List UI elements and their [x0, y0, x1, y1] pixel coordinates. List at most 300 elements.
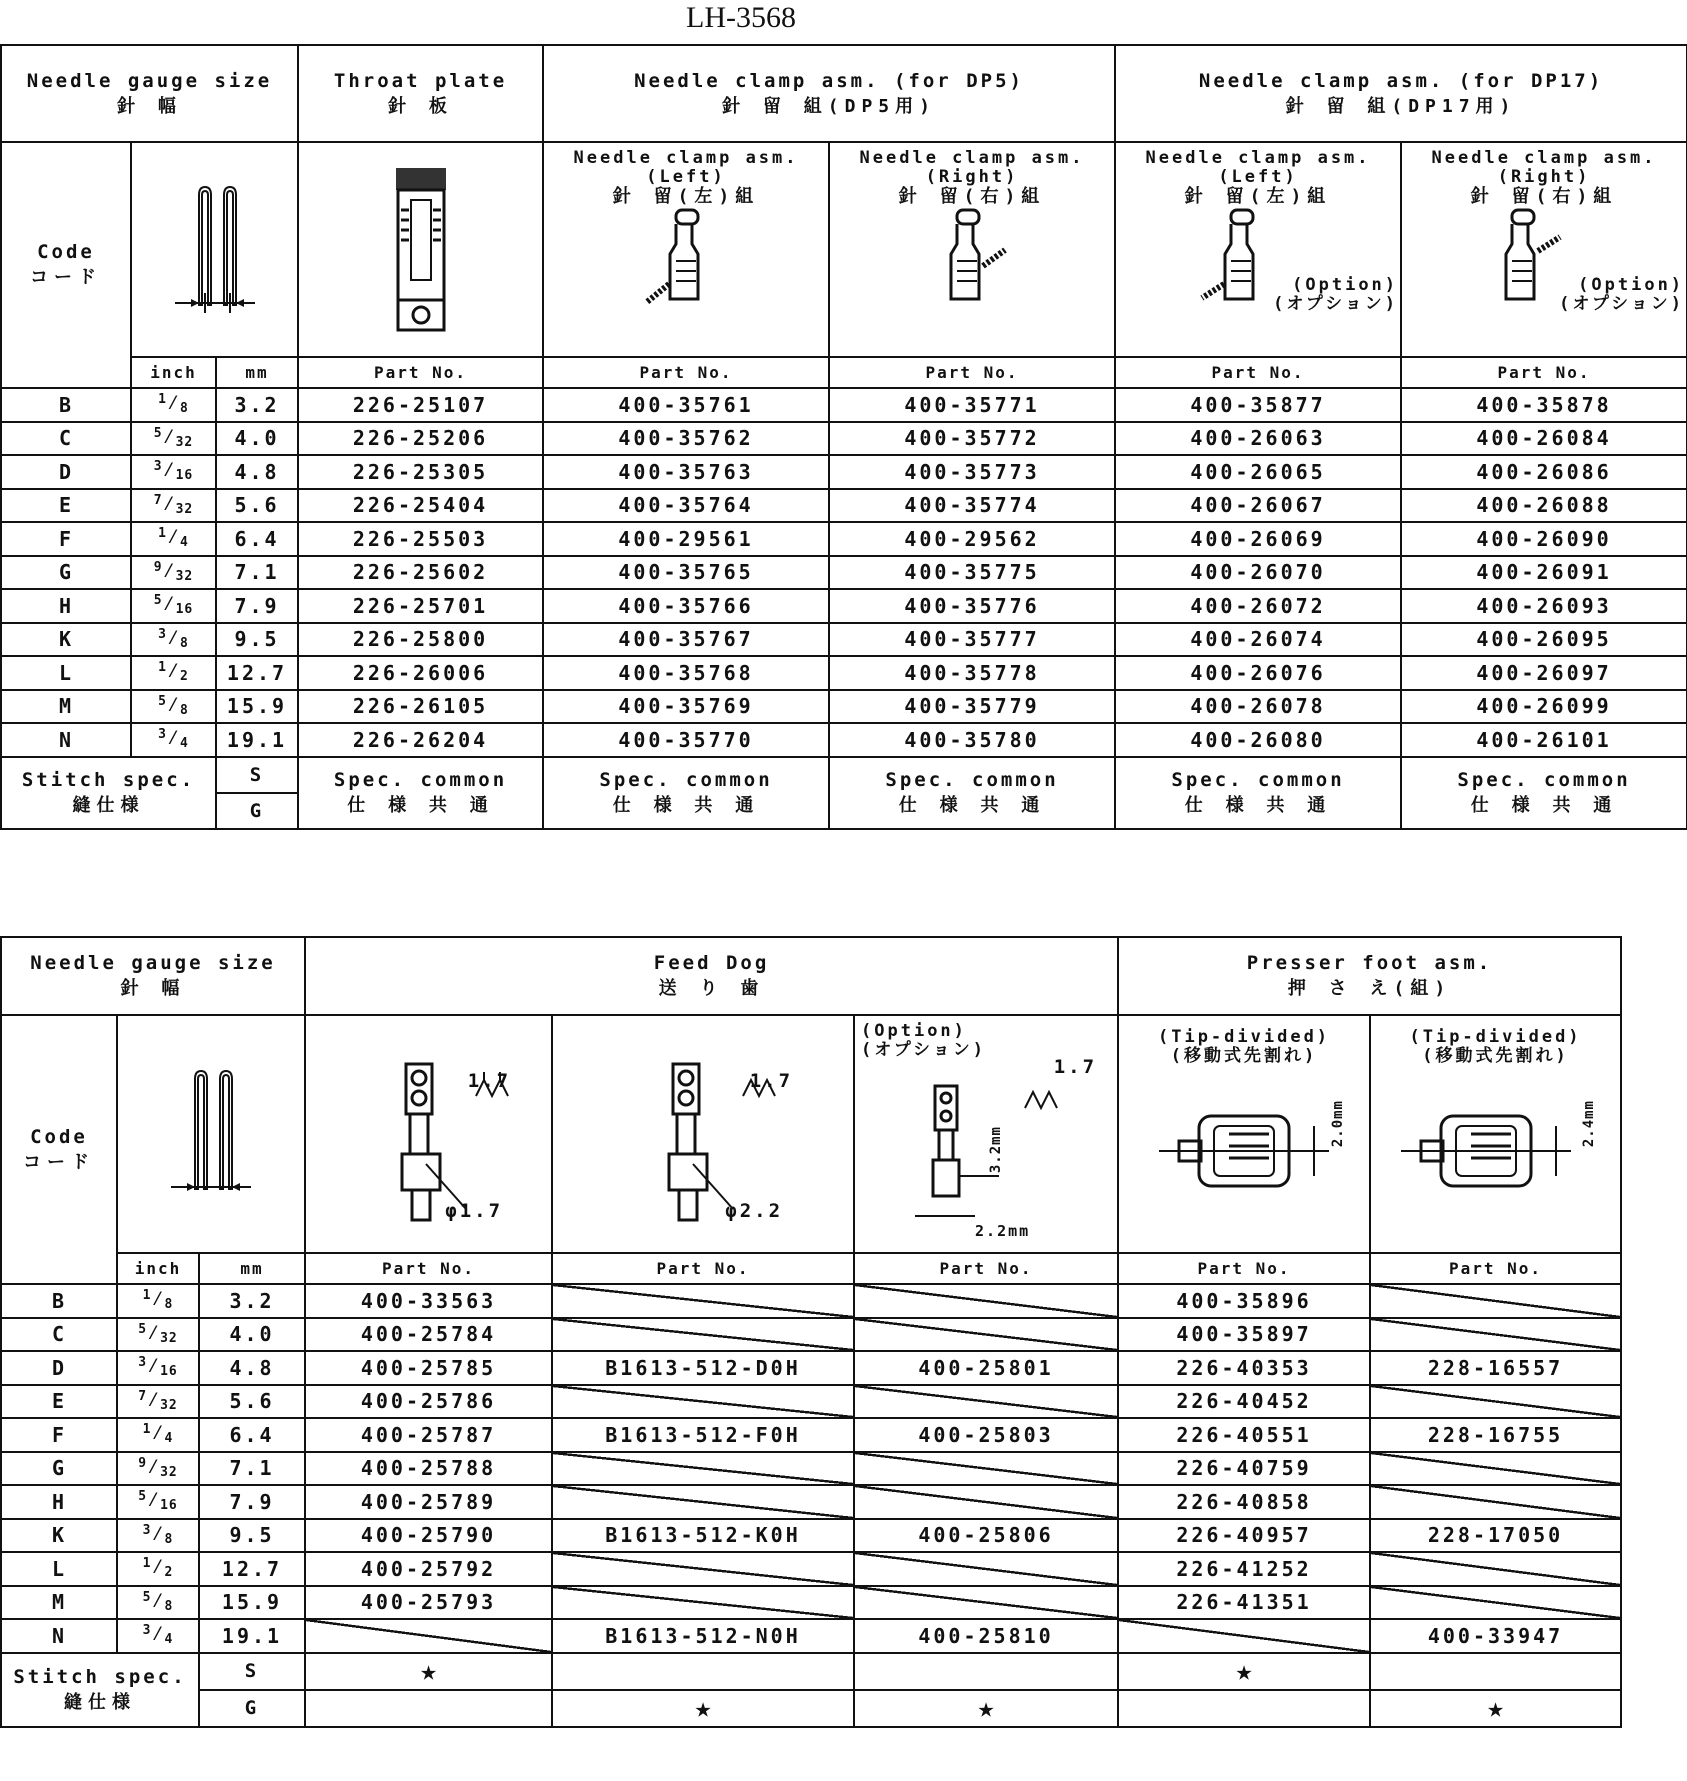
feed-dog-option-part-no [854, 1284, 1118, 1318]
dp17-right-part-no: 400-26093 [1401, 589, 1687, 623]
dp5-right-part-no: 400-35775 [829, 556, 1115, 590]
unit-mm: mm [199, 1253, 305, 1284]
inch-fraction [117, 1519, 199, 1553]
feed-dog-option-part-no [854, 1485, 1118, 1519]
feed-dog-2-part-no: B1613-512-N0H [552, 1619, 854, 1653]
sub-header-dp17-right: Needle clamp asm. (Right) 針 留(右)組 (Option) (オプション) [1401, 142, 1687, 357]
option-label-jp: (オプション) [1273, 294, 1399, 314]
feed-dog-figure-option [854, 1015, 1118, 1253]
mm-cell: 7.9 [216, 589, 298, 623]
inch-fraction [131, 388, 216, 422]
feed-dog-1-part-no: 400-25789 [305, 1485, 552, 1519]
tip-divided-label-jp: (移動式先割れ) [1422, 1046, 1569, 1066]
dp17-right-part-no: 400-26095 [1401, 623, 1687, 657]
inch-fraction [131, 422, 216, 456]
spec-common-dp5-right: Spec. common 仕 様 共 通 [829, 757, 1115, 829]
header-needle-gauge-size: Needle gauge size 針 幅 [1, 45, 298, 142]
fraction-slash: ⁄ [151, 1420, 165, 1445]
inch-fraction [131, 455, 216, 489]
fraction-slash: ⁄ [151, 1520, 165, 1545]
mm-cell: 19.1 [199, 1619, 305, 1653]
spec-g-feed-dog-option: ★ [854, 1690, 1118, 1727]
diameter-label: φ2.2 [725, 1200, 784, 1222]
table-row [1, 1418, 1621, 1452]
feed-dog-option-part-no [854, 1318, 1118, 1352]
mm-cell: 4.8 [199, 1351, 305, 1385]
feed-dog-2-part-no [552, 1452, 854, 1486]
code-cell: F [1, 1418, 117, 1452]
mm-cell: 3.2 [216, 388, 298, 422]
width-label: 2.2mm [975, 1222, 1031, 1240]
height-label: 3.2mm [988, 1126, 1005, 1174]
fraction-numerator: 3 [153, 459, 163, 475]
presser-foot-1-part-no: 400-35896 [1118, 1284, 1370, 1318]
throat-plate-part-no: 226-25305 [298, 455, 543, 489]
code-cell: D [1, 1351, 117, 1385]
fraction-numerator: 1 [142, 1288, 152, 1304]
mm-cell: 5.6 [199, 1385, 305, 1419]
mm-cell: 5.6 [216, 489, 298, 523]
fraction-numerator: 7 [153, 492, 163, 508]
presser-foot-2-part-no [1370, 1385, 1621, 1419]
fraction-denominator: 4 [180, 535, 189, 551]
fraction-denominator: 8 [180, 401, 189, 417]
stitch-spec-label: Stitch spec. 縫仕様 [1, 757, 216, 829]
part-no-label: Part No. [298, 357, 543, 388]
inch-fraction [117, 1385, 199, 1419]
dp17-right-part-no: 400-26097 [1401, 656, 1687, 690]
fraction-slash: ⁄ [162, 557, 176, 582]
throat-plate-part-no: 226-25206 [298, 422, 543, 456]
inch-fraction [117, 1418, 199, 1452]
dp17-right-part-no: 400-26090 [1401, 522, 1687, 556]
dp5-left-part-no: 400-35770 [543, 723, 829, 757]
code-cell: L [1, 656, 131, 690]
sub-header-dp17-left: Needle clamp asm. (Left) 針 留(左)組 (Option) (オプション) [1115, 142, 1401, 357]
dp5-left-part-no: 400-35764 [543, 489, 829, 523]
dp5-left-part-no: 400-35768 [543, 656, 829, 690]
feed-dog-1-part-no: 400-25788 [305, 1452, 552, 1486]
code-cell: B [1, 1284, 117, 1318]
sub-header-dp5-right: Needle clamp asm. (Right) 針 留(右)組 [829, 142, 1115, 357]
table-row [1, 1351, 1621, 1385]
fraction-denominator: 32 [175, 568, 194, 584]
fraction-denominator: 16 [160, 1498, 178, 1514]
table-row [1, 589, 1687, 623]
feed-dog-2-part-no: B1613-512-K0H [552, 1519, 854, 1553]
inch-fraction [117, 1619, 199, 1653]
dp17-right-part-no: 400-26101 [1401, 723, 1687, 757]
part-no-label: Part No. [543, 357, 829, 388]
option-label-jp: (オプション) [1559, 294, 1685, 314]
inch-fraction [131, 690, 216, 724]
pitch-label: 1.7 [1053, 1056, 1098, 1078]
feed-dog-1-part-no: 400-25786 [305, 1385, 552, 1419]
code-cell: M [1, 690, 131, 724]
dp5-left-part-no: 400-35769 [543, 690, 829, 724]
code-cell: K [1, 623, 131, 657]
presser-foot-figure-1 [1118, 1015, 1370, 1253]
sub-header-dp5-left: Needle clamp asm. (Left) 針 留(左)組 [543, 142, 829, 357]
mm-cell: 7.9 [199, 1485, 305, 1519]
feed-dog-1-part-no: 400-25784 [305, 1318, 552, 1352]
mm-cell: 9.5 [216, 623, 298, 657]
fraction-numerator: 3 [142, 1623, 152, 1639]
feed-dog-1-part-no: 400-25787 [305, 1418, 552, 1452]
table-row [1, 455, 1687, 489]
presser-foot-2-part-no: 228-17050 [1370, 1519, 1621, 1553]
table-row [1, 1452, 1621, 1486]
part-no-label: Part No. [1115, 357, 1401, 388]
unit-inch: inch [131, 357, 216, 388]
fraction-denominator: 32 [175, 434, 194, 450]
tip-divided-label: (Tip-divided) [1409, 1027, 1582, 1047]
mm-cell: 4.0 [199, 1318, 305, 1352]
pitch-label: 1.7 [749, 1070, 794, 1092]
fraction-slash: ⁄ [166, 624, 180, 649]
fraction-slash: ⁄ [162, 423, 176, 448]
feed-dog-figure-2 [552, 1015, 854, 1253]
throat-plate-part-no: 226-25800 [298, 623, 543, 657]
mm-cell: 6.4 [199, 1418, 305, 1452]
presser-foot-2-part-no [1370, 1485, 1621, 1519]
table-row [1, 1619, 1621, 1653]
fraction-slash: ⁄ [162, 457, 176, 482]
mm-cell: 12.7 [199, 1552, 305, 1586]
fraction-numerator: 3 [158, 626, 167, 642]
part-no-label: Part No. [305, 1253, 552, 1284]
mm-cell: 15.9 [216, 690, 298, 724]
feed-dog-option-part-no: 400-25806 [854, 1519, 1118, 1553]
table-row [1, 623, 1687, 657]
throat-plate-part-no: 226-25701 [298, 589, 543, 623]
throat-plate-part-no: 226-25404 [298, 489, 543, 523]
dimension-label: 2.0mm [1330, 1100, 1347, 1148]
fraction-denominator: 16 [175, 602, 194, 618]
fraction-denominator: 32 [160, 1330, 178, 1346]
fraction-denominator: 2 [164, 1565, 174, 1581]
spec-s-feed-dog-2 [552, 1653, 854, 1690]
table-row [1, 1385, 1621, 1419]
feed-dog-1-part-no: 400-25793 [305, 1586, 552, 1620]
dp5-right-part-no: 400-35779 [829, 690, 1115, 724]
pitch-label: 1.7 [467, 1070, 512, 1092]
option-label-jp: (オプション) [861, 1040, 986, 1060]
fraction-numerator: 5 [138, 1489, 148, 1505]
mm-cell: 7.1 [199, 1452, 305, 1486]
part-no-label: Part No. [1401, 357, 1687, 388]
presser-foot-2-part-no [1370, 1452, 1621, 1486]
mm-cell: 7.1 [216, 556, 298, 590]
spec-common-dp5-left: Spec. common 仕 様 共 通 [543, 757, 829, 829]
header-code: Code コード [1, 142, 131, 388]
code-cell: H [1, 589, 131, 623]
header-needle-gauge-size: Needle gauge size 針 幅 [1, 937, 305, 1015]
dp17-left-part-no: 400-26067 [1115, 489, 1401, 523]
presser-foot-2-part-no [1370, 1586, 1621, 1620]
code-cell: C [1, 1318, 117, 1352]
fraction-slash: ⁄ [151, 1554, 165, 1579]
fraction-numerator: 3 [158, 727, 167, 743]
fraction-denominator: 32 [160, 1464, 178, 1480]
fraction-denominator: 2 [180, 669, 189, 685]
fraction-slash: ⁄ [162, 490, 176, 515]
fraction-numerator: 5 [158, 693, 167, 709]
fraction-slash: ⁄ [166, 658, 180, 683]
presser-foot-1-part-no: 226-40551 [1118, 1418, 1370, 1452]
needle-clamp-table [0, 44, 1687, 830]
table-row [1, 1485, 1621, 1519]
dp5-left-part-no: 400-35765 [543, 556, 829, 590]
dp5-left-part-no: 400-35763 [543, 455, 829, 489]
throat-plate-part-no: 226-25602 [298, 556, 543, 590]
throat-plate-figure [298, 142, 543, 357]
fraction-numerator: 9 [138, 1455, 148, 1471]
feed-dog-1-part-no: 400-25785 [305, 1351, 552, 1385]
presser-foot-1-part-no: 226-41351 [1118, 1586, 1370, 1620]
feed-dog-figure-1 [305, 1015, 552, 1253]
presser-foot-2-part-no [1370, 1284, 1621, 1318]
mm-cell: 15.9 [199, 1586, 305, 1620]
mm-cell: 3.2 [199, 1284, 305, 1318]
inch-fraction [117, 1318, 199, 1352]
spec-s-label: S [199, 1653, 305, 1690]
table-row [1, 690, 1687, 724]
header-feed-dog: Feed Dog 送 り 歯 [305, 937, 1118, 1015]
inch-fraction [117, 1351, 199, 1385]
dp5-right-part-no: 400-29562 [829, 522, 1115, 556]
code-cell: B [1, 388, 131, 422]
dp17-left-part-no: 400-26074 [1115, 623, 1401, 657]
presser-foot-2-part-no [1370, 1318, 1621, 1352]
tip-divided-label-jp: (移動式先割れ) [1170, 1046, 1318, 1066]
fraction-slash: ⁄ [147, 1453, 161, 1478]
code-cell: G [1, 556, 131, 590]
throat-plate-part-no: 226-26105 [298, 690, 543, 724]
feed-dog-option-part-no [854, 1452, 1118, 1486]
presser-foot-2-part-no: 228-16557 [1370, 1351, 1621, 1385]
fraction-slash: ⁄ [166, 725, 180, 750]
option-label: (Option) [1578, 275, 1685, 295]
dp17-left-part-no: 400-26072 [1115, 589, 1401, 623]
dp17-right-part-no: 400-26086 [1401, 455, 1687, 489]
feed-dog-option-part-no [854, 1385, 1118, 1419]
stitch-spec-label: Stitch spec. 縫仕様 [1, 1653, 199, 1727]
dp5-left-part-no: 400-35761 [543, 388, 829, 422]
page-title: LH-3568 [686, 1, 796, 34]
feed-dog-option-part-no: 400-25801 [854, 1351, 1118, 1385]
spec-s-presser-foot-1: ★ [1118, 1653, 1370, 1690]
mm-cell: 12.7 [216, 656, 298, 690]
mm-cell: 9.5 [199, 1519, 305, 1553]
inch-fraction [131, 522, 216, 556]
inch-fraction [117, 1552, 199, 1586]
presser-foot-2-part-no: 228-16755 [1370, 1418, 1621, 1452]
table-row [1, 1284, 1621, 1318]
presser-foot-2-part-no: 400-33947 [1370, 1619, 1621, 1653]
fraction-numerator: 1 [158, 526, 167, 542]
feed-dog-2-part-no [552, 1284, 854, 1318]
fraction-numerator: 3 [142, 1522, 152, 1538]
fraction-numerator: 3 [138, 1355, 148, 1371]
inch-fraction [131, 623, 216, 657]
dp5-left-part-no: 400-29561 [543, 522, 829, 556]
feed-dog-2-part-no: B1613-512-D0H [552, 1351, 854, 1385]
table-row [1, 1519, 1621, 1553]
table-row [1, 556, 1687, 590]
header-needle-clamp-dp17: Needle clamp asm. (for DP17) 針 留 組(DP17用) [1115, 45, 1687, 142]
header-needle-clamp-dp5: Needle clamp asm. (for DP5) 針 留 組(DP5用) [543, 45, 1115, 142]
dp5-left-part-no: 400-35767 [543, 623, 829, 657]
feed-dog-2-part-no [552, 1485, 854, 1519]
inch-fraction [117, 1586, 199, 1620]
fraction-denominator: 16 [160, 1364, 178, 1380]
tip-divided-label: (Tip-divided) [1157, 1027, 1331, 1047]
unit-inch: inch [117, 1253, 199, 1284]
code-cell: F [1, 522, 131, 556]
fraction-denominator: 4 [164, 1431, 174, 1447]
spec-common-dp17-left: Spec. common 仕 様 共 通 [1115, 757, 1401, 829]
dp5-right-part-no: 400-35771 [829, 388, 1115, 422]
dp17-right-part-no: 400-26084 [1401, 422, 1687, 456]
inch-fraction [131, 556, 216, 590]
code-cell: G [1, 1452, 117, 1486]
fraction-numerator: 5 [153, 593, 163, 609]
option-label: (Option) [1292, 275, 1399, 295]
table-row [1, 656, 1687, 690]
code-cell: N [1, 723, 131, 757]
throat-plate-part-no: 226-25503 [298, 522, 543, 556]
fraction-slash: ⁄ [151, 1587, 165, 1612]
throat-plate-part-no: 226-26204 [298, 723, 543, 757]
dp17-left-part-no: 400-35877 [1115, 388, 1401, 422]
presser-foot-2-part-no [1370, 1552, 1621, 1586]
table-row [1, 723, 1687, 757]
inch-fraction [131, 723, 216, 757]
dimension-label: 2.4mm [1581, 1100, 1598, 1148]
part-no-label: Part No. [854, 1253, 1118, 1284]
fraction-slash: ⁄ [147, 1487, 161, 1512]
presser-foot-1-part-no: 226-40759 [1118, 1452, 1370, 1486]
dp17-left-part-no: 400-26069 [1115, 522, 1401, 556]
presser-foot-1-part-no [1118, 1619, 1370, 1653]
fraction-slash: ⁄ [147, 1386, 161, 1411]
dp17-left-part-no: 400-26065 [1115, 455, 1401, 489]
spec-common-throat: Spec. common 仕 様 共 通 [298, 757, 543, 829]
feed-dog-2-part-no [552, 1318, 854, 1352]
inch-fraction [131, 656, 216, 690]
diameter-label: φ1.7 [445, 1200, 504, 1222]
fraction-slash: ⁄ [166, 390, 180, 415]
dp17-left-part-no: 400-26076 [1115, 656, 1401, 690]
dp17-right-part-no: 400-26091 [1401, 556, 1687, 590]
code-cell: H [1, 1485, 117, 1519]
feed-dog-option-part-no [854, 1586, 1118, 1620]
code-cell: E [1, 489, 131, 523]
spec-g-label: G [199, 1690, 305, 1727]
fraction-denominator: 8 [164, 1598, 174, 1614]
fraction-numerator: 5 [142, 1589, 152, 1605]
code-cell: N [1, 1619, 117, 1653]
code-cell: D [1, 455, 131, 489]
dp17-right-part-no: 400-35878 [1401, 388, 1687, 422]
dp17-left-part-no: 400-26070 [1115, 556, 1401, 590]
table-row [1, 489, 1687, 523]
fraction-denominator: 8 [164, 1531, 174, 1547]
inch-fraction [131, 589, 216, 623]
fraction-slash: ⁄ [166, 691, 180, 716]
dp17-right-part-no: 400-26088 [1401, 489, 1687, 523]
table-row [1, 522, 1687, 556]
fraction-numerator: 5 [138, 1321, 148, 1337]
table-row [1, 1318, 1621, 1352]
dp5-right-part-no: 400-35774 [829, 489, 1115, 523]
dp5-right-part-no: 400-35777 [829, 623, 1115, 657]
spec-common-dp17-right: Spec. common 仕 様 共 通 [1401, 757, 1687, 829]
presser-foot-1-part-no: 226-40452 [1118, 1385, 1370, 1419]
inch-fraction [117, 1284, 199, 1318]
spec-s-presser-foot-2 [1370, 1653, 1621, 1690]
header-throat-plate: Throat plate 針 板 [298, 45, 543, 142]
spec-s-label: S [216, 757, 298, 793]
dp17-right-part-no: 400-26099 [1401, 690, 1687, 724]
fraction-denominator: 4 [164, 1632, 174, 1648]
fraction-numerator: 1 [158, 392, 167, 408]
fraction-denominator: 4 [180, 736, 189, 752]
fraction-denominator: 16 [175, 468, 194, 484]
feed-dog-option-part-no: 400-25810 [854, 1619, 1118, 1653]
throat-plate-part-no: 226-25107 [298, 388, 543, 422]
presser-foot-1-part-no: 226-40353 [1118, 1351, 1370, 1385]
spec-s-feed-dog-1: ★ [305, 1653, 552, 1690]
spec-s-feed-dog-option [854, 1653, 1118, 1690]
feed-dog-1-part-no: 400-33563 [305, 1284, 552, 1318]
unit-mm: mm [216, 357, 298, 388]
spec-g-feed-dog-1 [305, 1690, 552, 1727]
fraction-numerator: 9 [153, 559, 163, 575]
needle-gauge-figure [131, 142, 298, 357]
table-row [1, 388, 1687, 422]
dp17-left-part-no: 400-26063 [1115, 422, 1401, 456]
fraction-slash: ⁄ [166, 524, 180, 549]
table-row [1, 1552, 1621, 1586]
feed-dog-1-part-no: 400-25792 [305, 1552, 552, 1586]
option-label: (Option) [861, 1021, 967, 1041]
mm-cell: 19.1 [216, 723, 298, 757]
fraction-denominator: 8 [164, 1297, 174, 1313]
mm-cell: 6.4 [216, 522, 298, 556]
feed-dog-2-part-no: B1613-512-F0H [552, 1418, 854, 1452]
part-no-label: Part No. [552, 1253, 854, 1284]
spec-g-presser-foot-2: ★ [1370, 1690, 1621, 1727]
presser-foot-figure-2 [1370, 1015, 1621, 1253]
code-cell: C [1, 422, 131, 456]
throat-plate-part-no: 226-26006 [298, 656, 543, 690]
presser-foot-1-part-no: 226-41252 [1118, 1552, 1370, 1586]
fraction-denominator: 8 [180, 702, 189, 718]
feed-dog-1-part-no: 400-25790 [305, 1519, 552, 1553]
feed-dog-2-part-no [552, 1385, 854, 1419]
fraction-numerator: 7 [138, 1388, 148, 1404]
part-no-label: Part No. [829, 357, 1115, 388]
dp5-right-part-no: 400-35772 [829, 422, 1115, 456]
fraction-numerator: 5 [153, 425, 163, 441]
code-cell: L [1, 1552, 117, 1586]
table-row [1, 1586, 1621, 1620]
dp5-left-part-no: 400-35766 [543, 589, 829, 623]
fraction-slash: ⁄ [151, 1621, 165, 1646]
dp5-right-part-no: 400-35778 [829, 656, 1115, 690]
